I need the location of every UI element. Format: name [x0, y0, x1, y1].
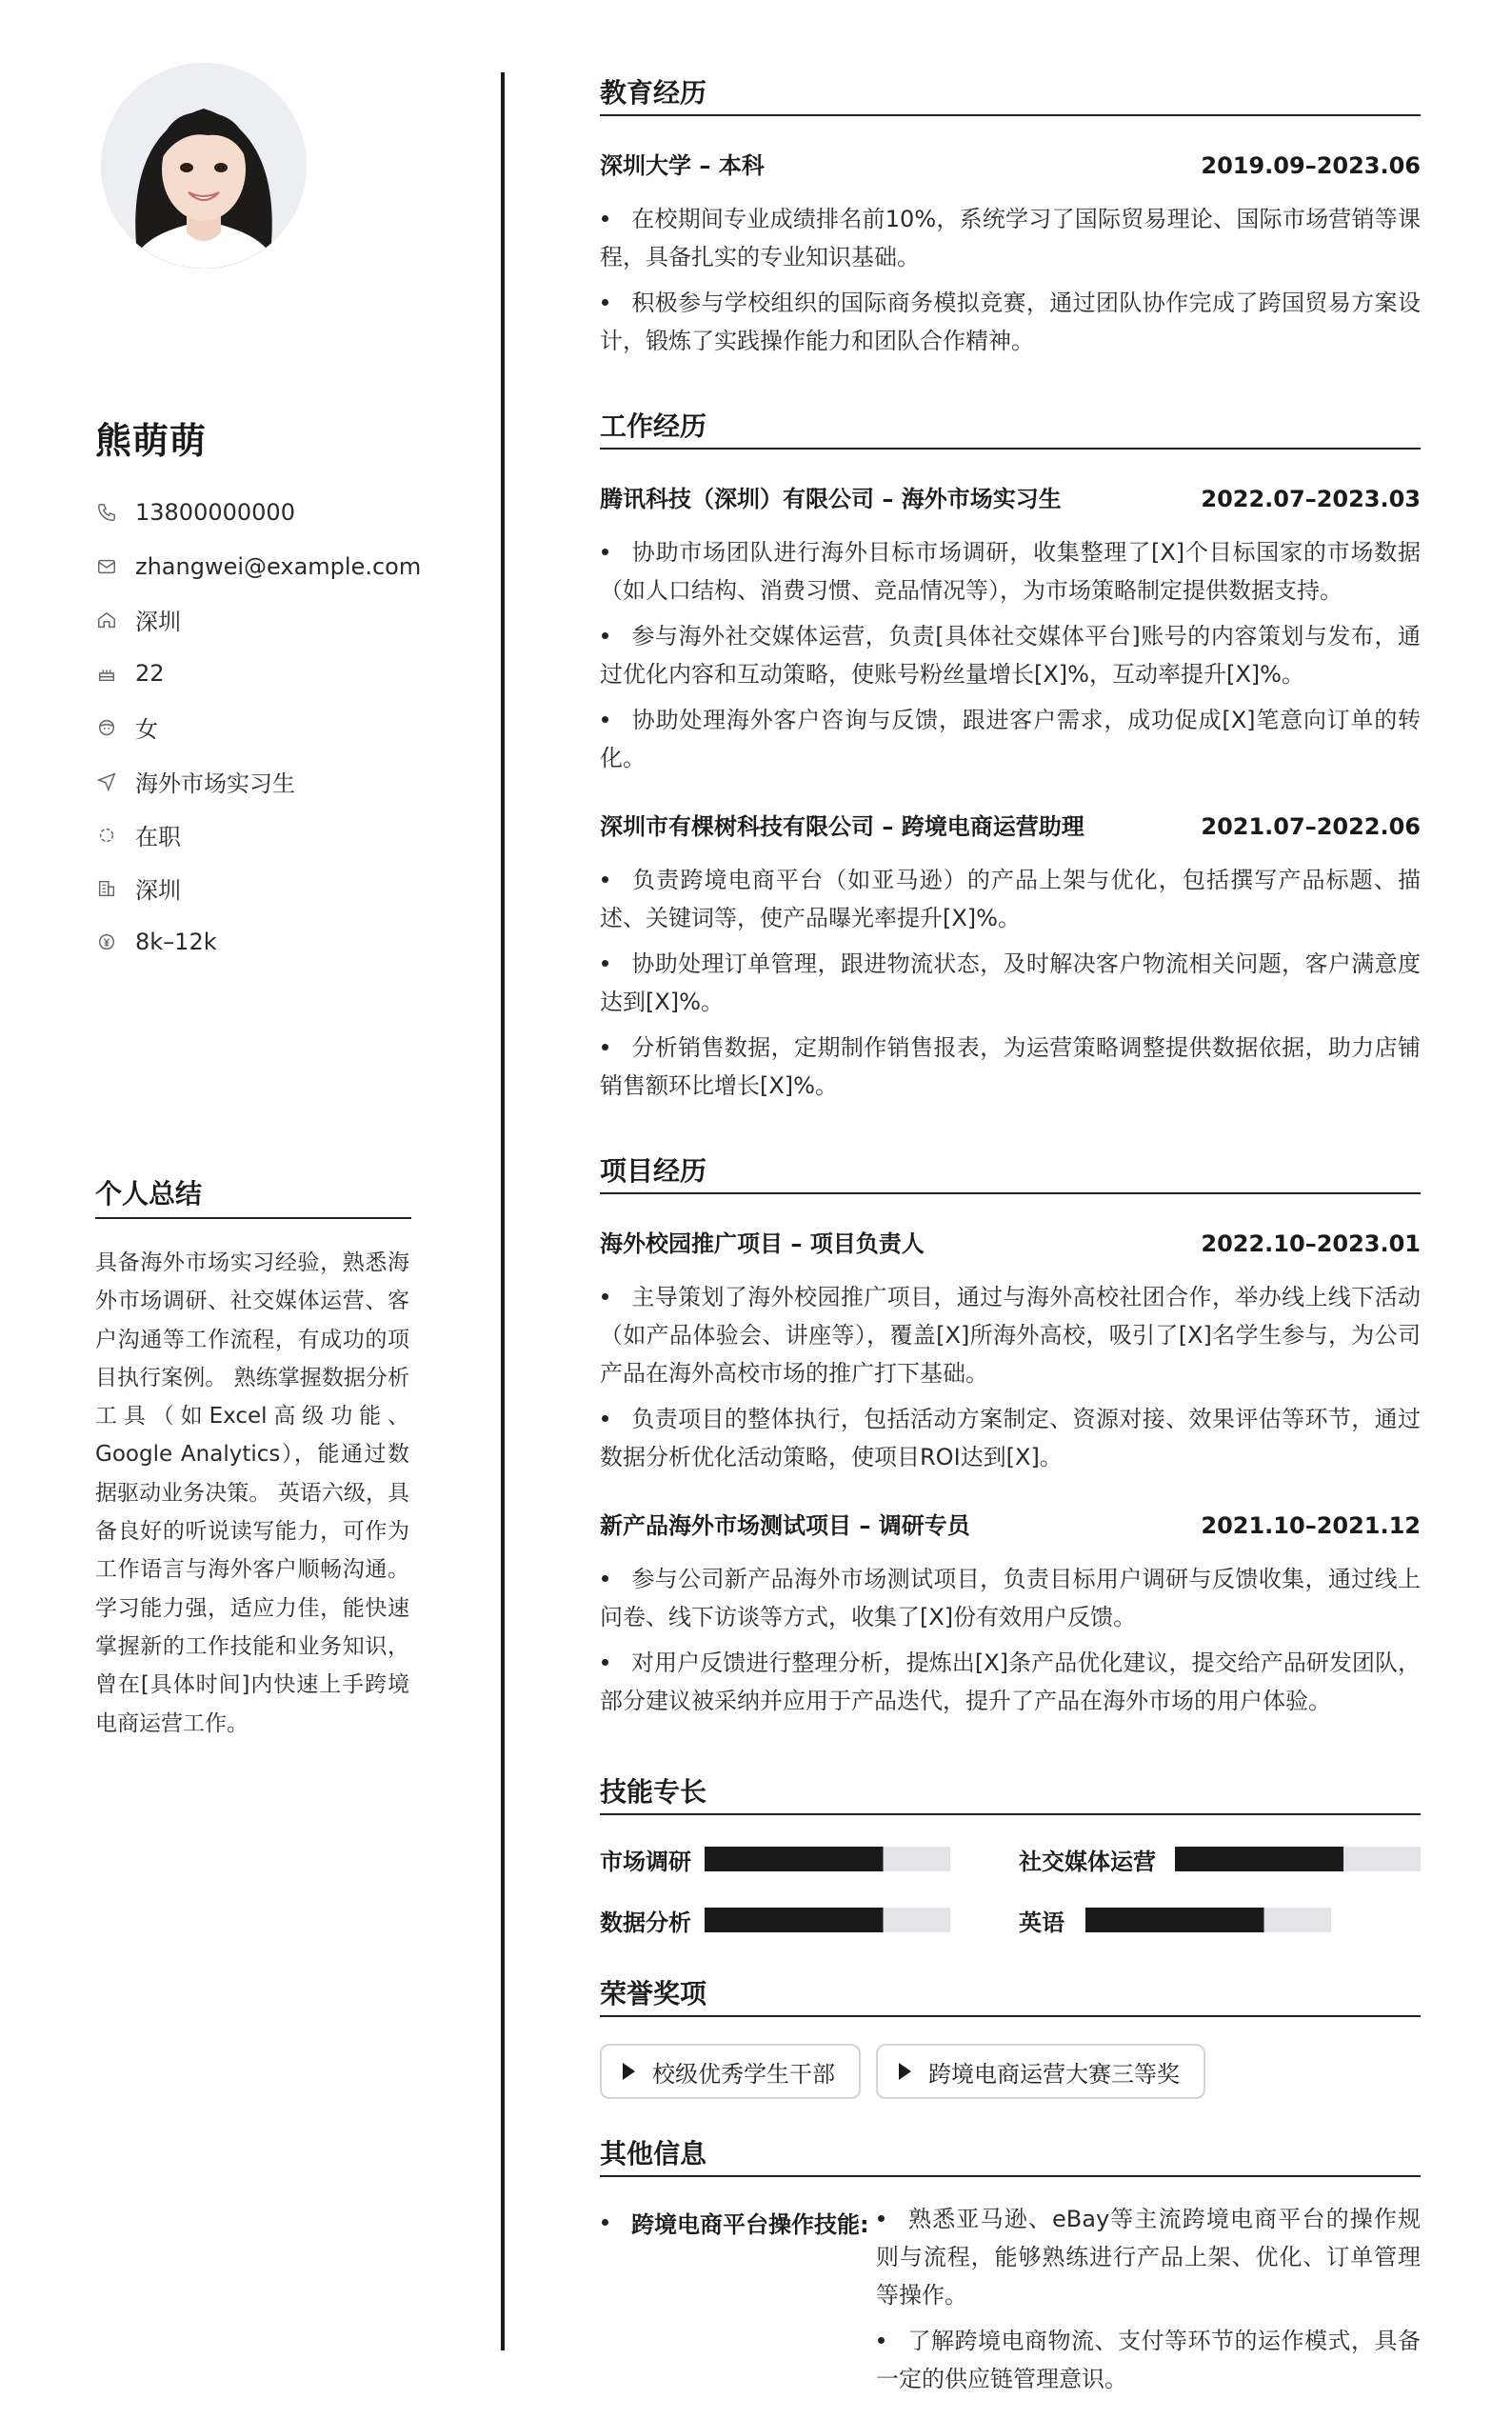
skill-bar-fill: [705, 1847, 884, 1871]
column-divider: [501, 72, 505, 2350]
play-triangle-icon: [623, 2063, 635, 2080]
info-status: [95, 808, 421, 861]
list-item: 参与公司新产品海外市场测试项目，负责目标用户调研与反馈收集，通过线上问卷、线下访谈等方式，收集了[X]份有效用户反馈。: [600, 1566, 1421, 1630]
education-title: 教育经历: [600, 76, 1421, 116]
work-1-bullets: [600, 533, 1421, 785]
send-icon: [95, 770, 118, 792]
info-phone-value: 13800000000: [135, 499, 295, 527]
list-item: 分析销售数据，定期制作销售报表，为运营策略调整提供数据依据，助力店铺销售额环比增长[X]%。: [600, 1034, 1421, 1099]
info-phone: [95, 486, 421, 539]
list-item: 负责项目的整体执行，包括活动方案制定、资源对接、效果评估等环节，通过数据分析优化活动策略，使项目ROI达到[X]。: [600, 1406, 1421, 1470]
award-badge: [876, 2044, 1205, 2099]
candidate-name: 熊萌萌: [95, 420, 208, 462]
project-1-header: [600, 1229, 1421, 1259]
skill-item: [600, 1844, 691, 1874]
list-item: 在校期间专业成绩排名前10%，系统学习了国际贸易理论、国际市场营销等课程，具备扎实的专业知识基础。: [600, 206, 1421, 270]
gender-icon: [95, 716, 118, 739]
skill-bar: [1085, 1908, 1331, 1932]
project-1-date: 2022.10–2023.01: [1201, 1230, 1421, 1257]
project-1-bullets: [600, 1278, 1421, 1484]
work-1-date: 2022.07–2023.03: [1201, 486, 1421, 512]
list-item: 协助市场团队进行海外目标市场调研，收集整理了[X]个目标国家的市场数据（如人口结构、消费习惯、竞品情况等），为市场策略制定提供数据支持。: [600, 539, 1421, 604]
list-item: 协助处理订单管理，跟进物流状态，及时解决客户物流相关问题，客户满意度达到[X]%。: [600, 950, 1421, 1015]
skill-bar: [1175, 1847, 1421, 1871]
skill-bar: [705, 1847, 950, 1871]
info-position-value: 海外市场实习生: [135, 770, 295, 797]
project-2-date: 2021.10–2021.12: [1201, 1512, 1421, 1539]
info-position: [95, 754, 421, 808]
skill-item: [600, 1905, 691, 1935]
skill-bar-fill: [1175, 1847, 1343, 1871]
cake-icon: [95, 662, 118, 685]
info-email-value: zhangwei@example.com: [135, 552, 422, 580]
skill-name: 数据分析: [600, 1909, 691, 1936]
info-age: [95, 647, 421, 700]
list-item: 对用户反馈进行整理分析，提炼出[X]条产品优化建议，提交给产品研发团队，部分建议被采纳并应用于产品迭代，提升了产品在海外市场的用户体验。: [600, 1649, 1421, 1714]
awards-title: 荣誉奖项: [600, 1977, 1421, 2017]
summary-text: 具备海外市场实习经验，熟悉海外市场调研、社交媒体运营、客户沟通等工作流程，有成功的项目执行案例。 熟练掌握数据分析工具（如Excel高级功能、Google Analytics），能通过数据驱动业务决策。 英语六级，具备良好的听说读写能力，可作为工作语言与海外客户顺畅沟通。 学习能力强，适应力佳，能快速掌握新的工作技能和业务知识，曾在[具体时间]内快速上手跨境电商运营工作。: [95, 1250, 409, 1736]
info-gender-value: 女: [135, 716, 158, 744]
projects-title: 项目经历: [600, 1154, 1421, 1194]
skill-bar: [705, 1908, 950, 1932]
other-bullets: [876, 2200, 1421, 2406]
award-label: 校级优秀学生干部: [652, 2060, 835, 2088]
education-org: 深圳大学 – 本科: [600, 152, 765, 179]
project-2-org: 新产品海外市场测试项目 – 调研专员: [600, 1512, 970, 1539]
award-label: 跨境电商运营大赛三等奖: [928, 2060, 1180, 2088]
info-status-value: 在职: [135, 824, 181, 851]
skill-item: [1019, 1905, 1064, 1935]
skill-item: [1019, 1844, 1156, 1874]
other-title: 其他信息: [600, 2137, 1421, 2177]
education-date: 2019.09–2023.06: [1201, 152, 1421, 179]
work-2-date: 2021.07–2022.06: [1201, 813, 1421, 840]
work-2-bullets: [600, 861, 1421, 1112]
summary-title: 个人总结: [95, 1173, 411, 1219]
skill-bar-fill: [1085, 1908, 1264, 1932]
info-city: [95, 593, 421, 647]
education-bullets: [600, 200, 1421, 368]
education-entry-header: [600, 150, 1421, 181]
list-item: 主导策划了海外校园推广项目，通过与海外高校社团合作，举办线上线下活动（如产品体验会、讲座等），覆盖[X]所海外高校，吸引了[X]名学生参与，为公司产品在海外高校市场的推广打下基础。: [600, 1284, 1421, 1387]
skill-name: 社交媒体运营: [1019, 1848, 1156, 1875]
list-item: 参与海外社交媒体运营，负责[具体社交媒体平台]账号的内容策划与发布，通过优化内容和互动策略，使账号粉丝量增长[X]%，互动率提升[X]%。: [600, 623, 1421, 688]
skill-bar-fill: [705, 1908, 884, 1932]
salary-icon: [95, 930, 118, 953]
play-triangle-icon: [899, 2063, 911, 2080]
status-icon: [95, 824, 118, 847]
list-item: 积极参与学校组织的国际商务模拟竞赛，通过团队协作完成了跨国贸易方案设计，锻炼了实践操作能力和团队合作精神。: [600, 290, 1421, 354]
home-icon: [95, 609, 118, 631]
info-gender: [95, 701, 421, 754]
info-age-value: 22: [135, 660, 165, 688]
project-2-header: [600, 1510, 1421, 1541]
info-salary: [95, 915, 421, 969]
mail-icon: [95, 555, 118, 578]
skills-title: 技能专长: [600, 1775, 1421, 1815]
avatar: [101, 63, 307, 269]
project-1-org: 海外校园推广项目 – 项目负责人: [600, 1230, 925, 1257]
list-item: 了解跨境电商物流、支付等环节的运作模式，具备一定的供应链管理意识。: [876, 2328, 1421, 2392]
other-label: 跨境电商平台操作技能:: [600, 2206, 869, 2239]
work-title: 工作经历: [600, 410, 1421, 450]
skill-name: 英语: [1019, 1909, 1064, 1936]
left-column: [0, 0, 505, 2419]
avatar-portrait: [101, 63, 307, 269]
list-item: 负责跨境电商平台（如亚马逊）的产品上架与优化，包括撰写产品标题、描述、关键词等，使产品曝光率提升[X]%。: [600, 867, 1421, 931]
info-work-city-value: 深圳: [135, 877, 181, 905]
contact-info-list: [95, 486, 421, 970]
list-item: 协助处理海外客户咨询与反馈，跟进客户需求，成功促成[X]笔意向订单的转化。: [600, 707, 1421, 771]
project-2-bullets: [600, 1560, 1421, 1728]
skill-name: 市场调研: [600, 1848, 691, 1875]
phone-icon: [95, 501, 118, 524]
building-icon: [95, 877, 118, 900]
work-2-org: 深圳市有棵树科技有限公司 – 跨境电商运营助理: [600, 813, 1084, 840]
info-city-value: 深圳: [135, 609, 181, 636]
list-item: 熟悉亚马逊、eBay等主流跨境电商平台的操作规则与流程，能够熟练进行产品上架、优化、订单管理等操作。: [876, 2206, 1421, 2309]
info-work-city: [95, 862, 421, 915]
award-badge: [600, 2044, 861, 2099]
info-email: [95, 539, 421, 592]
info-salary-value: 8k–12k: [135, 929, 217, 956]
work-1-org: 腾讯科技（深圳）有限公司 – 海外市场实习生: [600, 486, 1062, 512]
work-entry-1-header: [600, 484, 1421, 514]
work-entry-2-header: [600, 811, 1421, 842]
